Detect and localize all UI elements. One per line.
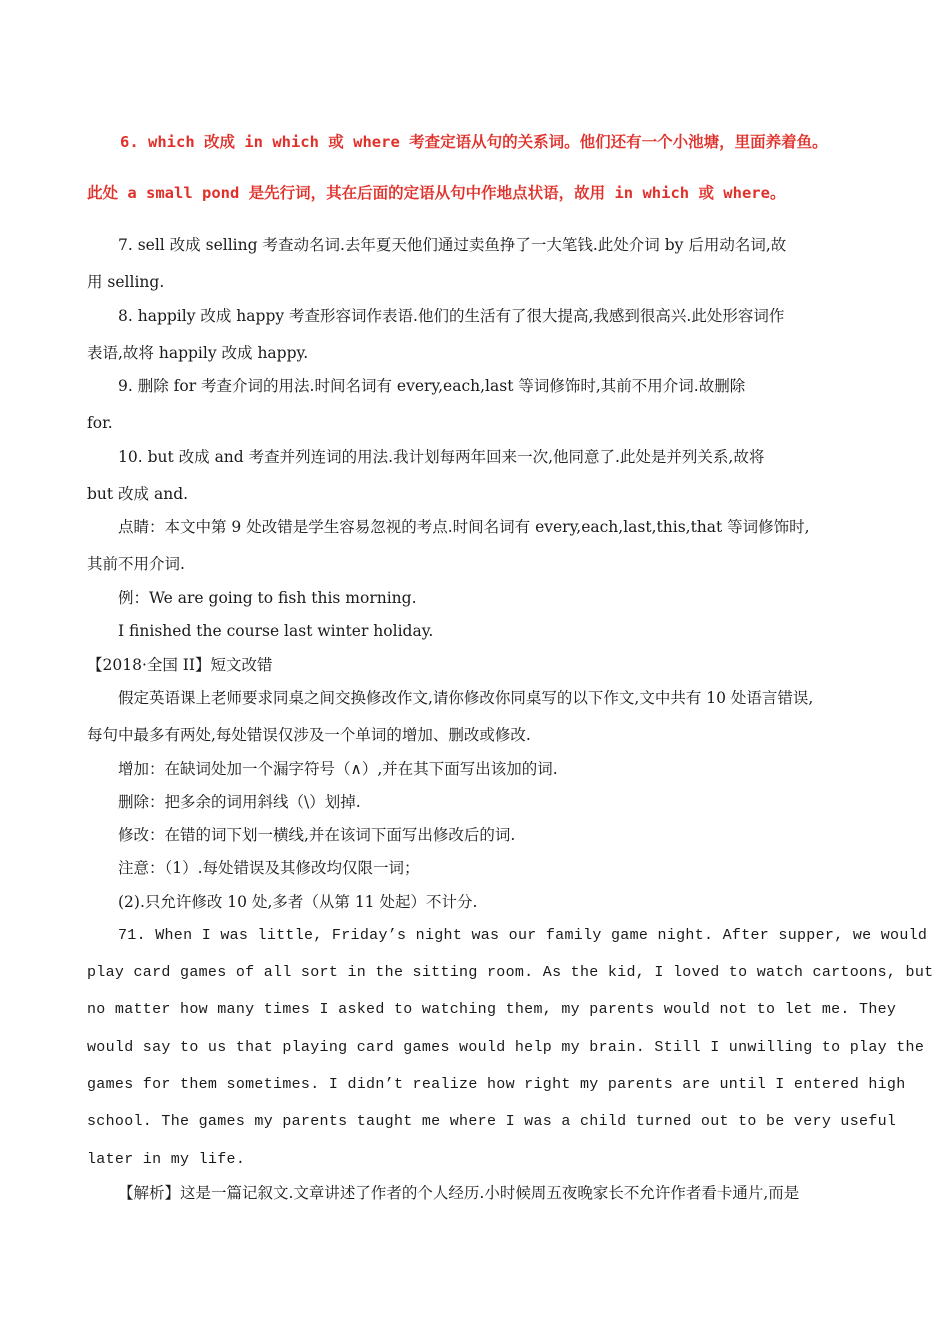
rule-add: 增加：在缺词处加一个漏字符号（∧）,并在其下面写出该加的词. bbox=[118, 760, 558, 778]
essay-line-7: later in my life. bbox=[87, 1151, 246, 1168]
answer-10-line-1: 10. but 改成 and 考查并列连词的用法.我计划每两年回来一次,他同意了.此处是并列关系,故将 bbox=[118, 448, 765, 466]
answer-7-line-2: 用 selling. bbox=[87, 273, 165, 291]
answer-8-line-1: 8. happily 改成 happy 考查形容词作表语.他们的生活有了很大提高,我感到很高兴.此处形容词作 bbox=[118, 307, 785, 325]
red-answer-line-1: 6. which 改成 in which 或 where 考查定语从句的关系词。他们还有一个小池塘，里面养着鱼。 bbox=[120, 133, 828, 151]
instructions-line-1: 假定英语课上老师要求同桌之间交换修改作文,请你修改你同桌写的以下作文,文中共有 10 处语言错误, bbox=[118, 689, 814, 707]
section-heading: 【2018·全国 II】短文改错 bbox=[87, 656, 273, 674]
answer-9-line-1: 9. 删除 for 考查介词的用法.时间名词有 every,each,last 等词修饰时,其前不用介词.故删除 bbox=[118, 377, 746, 395]
note-2: (2).只允许修改 10 处,多者（从第 11 处起）不计分. bbox=[118, 893, 478, 911]
essay-line-4: would say to us that playing card games would help my brain. Still I unwilling to play the bbox=[87, 1039, 925, 1056]
essay-line-1: 71. When I was little, Friday’s night was our family game night. After supper, we would bbox=[118, 927, 928, 944]
rule-delete: 删除：把多余的词用斜线（\）划掉. bbox=[118, 793, 361, 811]
red-answer-line-2: 此处 a small pond 是先行词，其在后面的定语从句中作地点状语，故用 in which 或 where。 bbox=[87, 184, 786, 202]
tip-line-1: 点睛：本文中第 9 处改错是学生容易忽视的考点.时间名词有 every,each,last,this,that 等词修饰时, bbox=[118, 518, 810, 536]
instructions-line-2: 每句中最多有两处,每处错误仅涉及一个单词的增加、删改或修改. bbox=[87, 726, 531, 744]
answer-7-line-1: 7. sell 改成 selling 考查动名词.去年夏天他们通过卖鱼挣了一大笔钱.此处介词 by 后用动名词,故 bbox=[118, 236, 787, 254]
note-1: 注意：（1）.每处错误及其修改均仅限一词； bbox=[118, 859, 420, 877]
rule-modify: 修改：在错的词下划一横线,并在该词下面写出修改后的词. bbox=[118, 826, 516, 844]
analysis-line: 【解析】这是一篇记叙文.文章讲述了作者的个人经历.小时候周五夜晚家长不允许作者看卡通片,而是 bbox=[118, 1184, 800, 1202]
answer-10-line-2: but 改成 and. bbox=[87, 485, 189, 503]
essay-line-3: no matter how many times I asked to watching them, my parents would not to let me. They bbox=[87, 1001, 897, 1018]
answer-8-line-2: 表语,故将 happily 改成 happy. bbox=[87, 344, 309, 362]
example-sentence-1: 例：We are going to fish this morning. bbox=[118, 589, 417, 607]
essay-line-5: games for them sometimes. I didn’t realize how right my parents are until I entered high bbox=[87, 1076, 906, 1093]
essay-line-2: play card games of all sort in the sitting room. As the kid, I loved to watch cartoons, but bbox=[87, 964, 934, 981]
example-sentence-2: I finished the course last winter holiday. bbox=[118, 622, 434, 640]
essay-line-6: school. The games my parents taught me where I was a child turned out to be very useful bbox=[87, 1113, 897, 1130]
tip-line-2: 其前不用介词. bbox=[87, 555, 185, 573]
answer-9-line-2: for. bbox=[87, 414, 113, 432]
